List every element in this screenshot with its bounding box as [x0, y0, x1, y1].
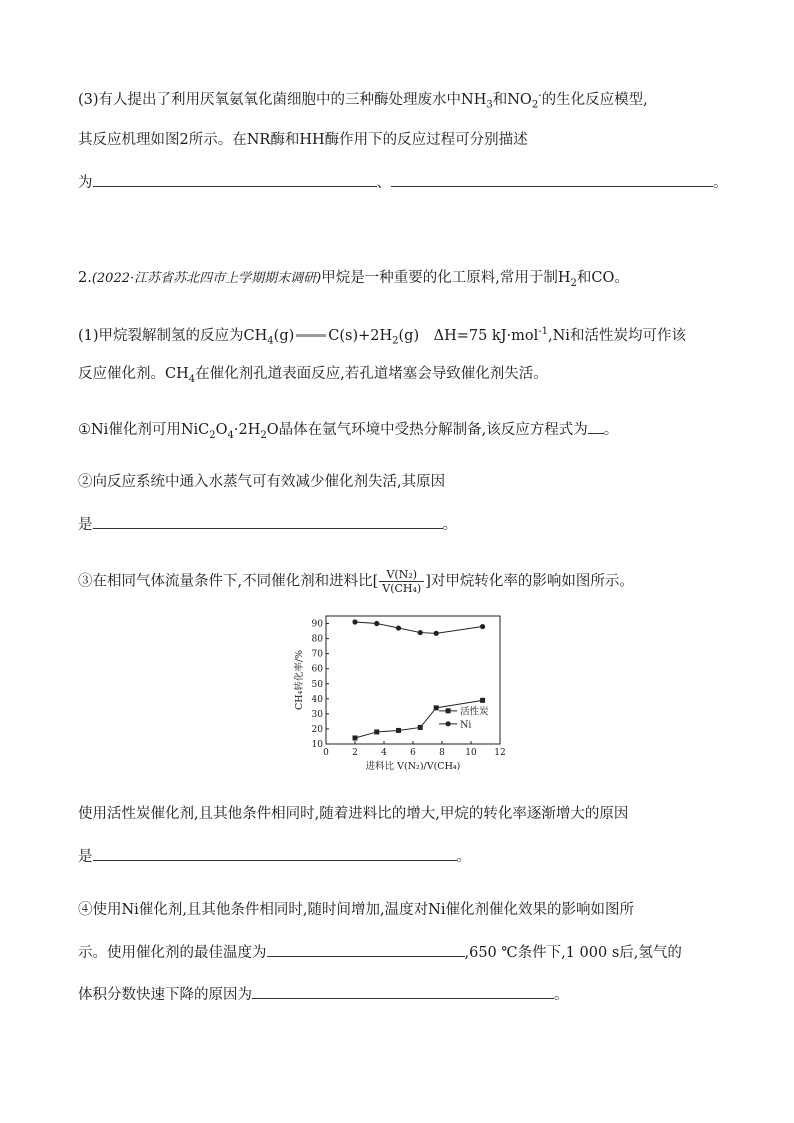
ch4-subscript: 4 — [267, 335, 274, 347]
point-Ni-0 — [352, 619, 357, 624]
s3-after-prefix: 是 — [78, 849, 93, 865]
q3-line2: 其反应机理如图2所示。在NR酶和HH酶作用下的反应过程可分别描述 — [78, 132, 528, 148]
fraction-denominator: V(CH₄) — [382, 582, 422, 595]
point-Ni-5 — [480, 624, 485, 629]
conversion-chart — [290, 612, 520, 780]
legend-label-活性炭: 活性炭 — [460, 706, 489, 718]
point-Ni-4 — [434, 631, 439, 636]
s2-prefix: 是 — [78, 517, 93, 533]
c2-subscript: 2 — [209, 429, 216, 441]
x-tick-label-5: 10 — [465, 748, 477, 758]
p1-text-e: ,Ni和活性炭均可作该 — [548, 327, 686, 344]
y-tick-label-0: 10 — [311, 740, 323, 750]
y-tick-label-8: 90 — [311, 619, 323, 630]
q2-part1-line2 — [78, 364, 548, 390]
no2-superscript: - — [538, 90, 542, 101]
y-tick-label-1: 20 — [311, 724, 323, 735]
h2o-subscript: 2 — [260, 429, 267, 441]
q2-number: 2. — [78, 270, 92, 286]
s4-line3-text: 体积分数快速下降的原因为 — [78, 987, 252, 1003]
y-tick-label-4: 50 — [311, 679, 323, 690]
q2-part1-line1 — [78, 322, 686, 352]
q2-intro-b: 和CO。 — [576, 270, 629, 286]
mol-superscript: -1 — [538, 326, 549, 337]
q3-line3 — [78, 172, 728, 193]
s2-answer-blank[interactable] — [93, 514, 443, 529]
y-tick-label-7: 80 — [311, 634, 323, 645]
o4-subscript: 4 — [227, 429, 234, 441]
s3-after-end: 。 — [456, 849, 471, 865]
y-tick-label-6: 70 — [311, 649, 323, 660]
p1-text-b: (g) — [273, 327, 295, 344]
p2-text-b: 在催化剂孔道表面反应,若孔道堵塞会导致催化剂失活。 — [195, 366, 548, 382]
s4-text-a: 示。使用催化剂的最佳温度为 — [78, 945, 267, 961]
q3-end: 。 — [713, 175, 728, 191]
q3-prefix: 为 — [78, 175, 93, 191]
s1-text-a: ①Ni催化剂可用NiC — [78, 422, 210, 438]
q3-text-a: (3)有人提出了利用厌氧氨氧化菌细胞中的三种酶处理废水中NH — [78, 91, 487, 108]
ch4-subscript-2: 4 — [188, 373, 196, 385]
s1-text-b: O — [215, 422, 228, 438]
q2-sub3-line1 — [78, 568, 634, 595]
q2-source: (2022·江苏省苏北四市上学期期末调研) — [91, 271, 322, 286]
legend-marker-活性炭 — [446, 708, 451, 713]
s2-end: 。 — [442, 517, 457, 533]
point-活性炭-1 — [374, 729, 379, 734]
x-tick-label-2: 4 — [381, 748, 387, 758]
point-活性炭-5 — [480, 698, 485, 703]
q2-sub4-line2 — [78, 942, 682, 963]
q2-sub2-line1: ②向反应系统中通入水蒸气可有效减少催化剂失活,其原因 — [78, 474, 446, 490]
s3-answer-blank[interactable] — [93, 846, 457, 861]
s3-text-b: ]对甲烷转化率的影响如图所示。 — [425, 573, 634, 590]
s4-text-b: ,650 ℃条件下,1 000 s后,氢气的 — [464, 945, 682, 961]
s4-line3-end: 。 — [554, 987, 569, 1003]
x-tick-label-0: 0 — [323, 748, 329, 758]
q3-text-c: 的生化反应模型, — [541, 91, 648, 108]
feed-ratio-fraction — [379, 568, 424, 595]
h2-subscript-2: 2 — [392, 335, 399, 347]
q2-sub3-after-line2 — [78, 846, 471, 867]
point-活性炭-4 — [434, 705, 439, 710]
q3-answer-blank-2[interactable] — [391, 172, 713, 187]
no2-subscript: 2 — [531, 99, 539, 111]
equilibrium-sign — [296, 334, 326, 337]
q2-intro-a: 甲烷是一种重要的化工原料,常用于制H — [321, 270, 571, 286]
s3-text-a: ③在相同气体流量条件下,不同催化剂和进料比[ — [78, 573, 379, 590]
point-活性炭-0 — [353, 735, 358, 740]
p1-text-d: (g) ΔH=75 kJ·mol — [398, 327, 539, 344]
q2-sub1 — [78, 419, 618, 446]
s1-answer-blank[interactable] — [588, 419, 604, 434]
h2-subscript: 2 — [570, 277, 577, 289]
x-tick-label-4: 8 — [439, 748, 445, 758]
q2-sub4-line3 — [78, 984, 569, 1005]
q3-separator: 、 — [376, 175, 391, 191]
q3-answer-blank-1[interactable] — [93, 172, 377, 187]
s1-text-d: O晶体在氩气环境中受热分解制备,该反应方程式为 — [266, 422, 588, 438]
y-tick-label-2: 30 — [311, 709, 323, 720]
q2-sub3-after-line1: 使用活性炭催化剂,且其他条件相同时,随着进料比的增大,甲烷的转化率逐渐增大的原因 — [78, 806, 629, 822]
legend-marker-Ni — [446, 721, 451, 726]
y-tick-label-5: 60 — [311, 664, 323, 675]
s1-text-c: ·2H — [233, 422, 261, 438]
q2-sub4-line1: ④使用Ni催化剂,且其他条件相同时,随时间增加,温度对Ni催化剂催化效果的影响如图所 — [78, 902, 634, 918]
nh3-subscript: 3 — [486, 99, 493, 111]
x-axis-label: 进料比 V(N₂)/V(CH₄) — [365, 761, 461, 772]
s4-answer-blank-2[interactable] — [252, 984, 554, 999]
q3-text-b: 和NO — [492, 91, 532, 108]
p2-text-a: 反应催化剂。CH — [78, 366, 189, 382]
x-tick-label-1: 2 — [352, 748, 358, 758]
p1-text-c: C(s)+2H — [328, 327, 393, 344]
y-tick-label-3: 40 — [311, 694, 323, 705]
s1-end: 。 — [603, 422, 619, 438]
p1-text-a: (1)甲烷裂解制氢的反应为CH — [78, 327, 268, 344]
point-活性炭-2 — [396, 728, 401, 733]
point-Ni-1 — [374, 621, 379, 626]
q2-sub2-line2 — [78, 514, 457, 535]
q2-intro — [78, 268, 629, 294]
point-Ni-3 — [418, 630, 423, 635]
x-tick-label-3: 6 — [410, 748, 416, 758]
plot-frame — [326, 616, 500, 744]
s4-answer-blank-1[interactable] — [267, 942, 465, 957]
y-axis-label: CH₄转化率/% — [294, 649, 305, 711]
q3-line1 — [78, 86, 648, 116]
legend-label-Ni: Ni — [460, 719, 472, 731]
point-活性炭-3 — [418, 725, 423, 730]
fraction-numerator: V(N₂) — [379, 568, 424, 582]
x-tick-label-6: 12 — [494, 748, 506, 758]
point-Ni-2 — [396, 625, 401, 630]
